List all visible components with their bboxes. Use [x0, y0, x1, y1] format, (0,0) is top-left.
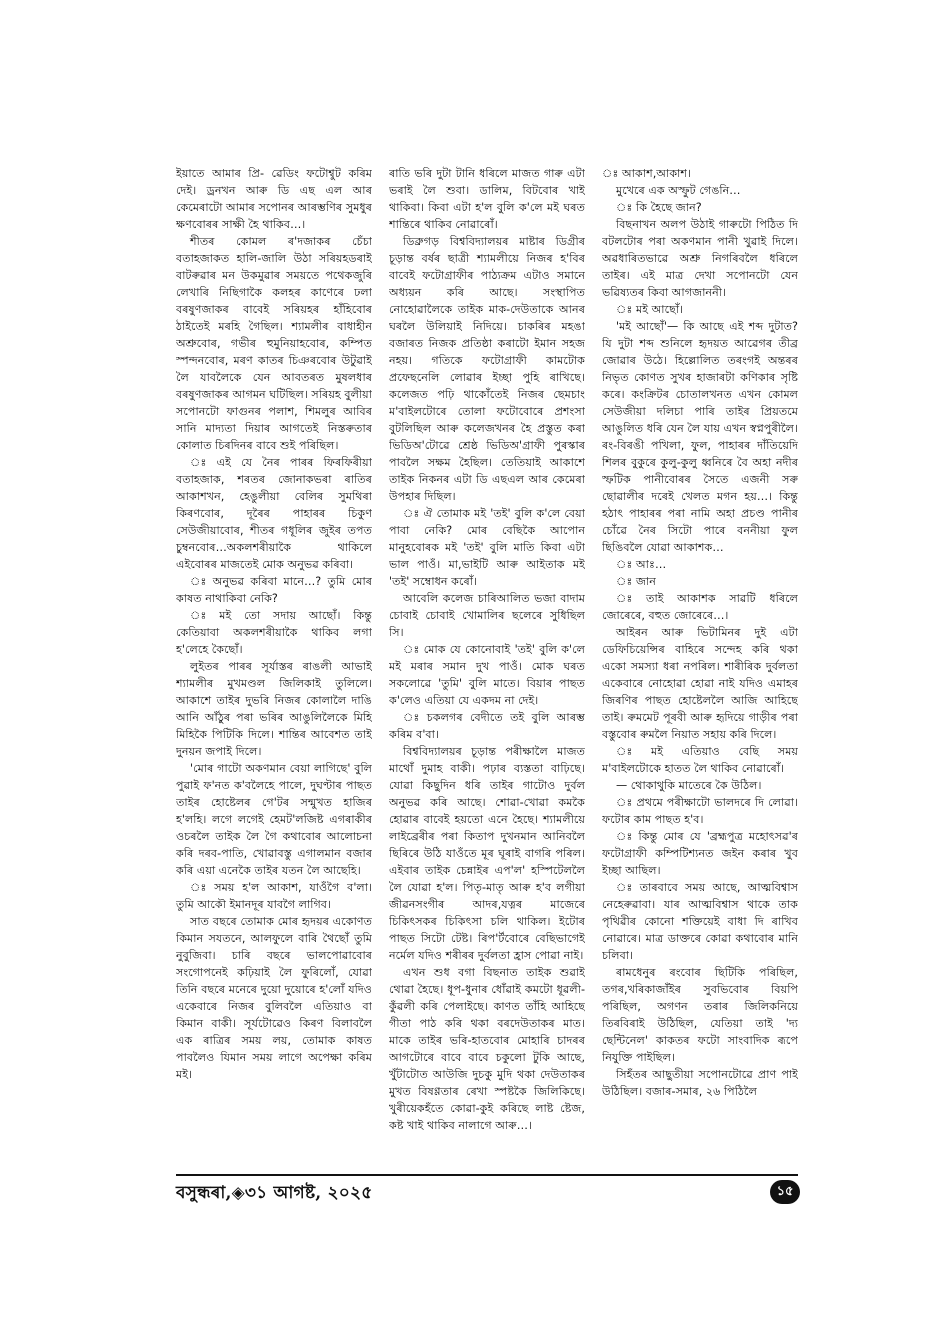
article-column-2	[389, 165, 585, 1165]
article-paragraph: ঃ সময় হ'ল আকাশ, যাওঁগৈ ব'লা। তুমি আকৌ ইমানদূৰ যাবগৈ লাগিব।	[176, 881, 372, 911]
article-paragraph: ঃ মই তো সদায় আছোঁ। কিন্তু কেতিয়াবা অকলশৰীয়াকৈ থাকিব লগা হ'লেহে কৈছোঁ।	[176, 609, 372, 656]
article-paragraph: ঃ মই এতিয়াও বেছি সময় ম'বাইলটোকে হাতত লৈ থাকিব নোৱাৰোঁ।	[602, 745, 798, 775]
article-paragraph: ঃ তাই আকাশক সাৱটি ধৰিলে জোৰেৰে, বহুত জোৰেৰে…।	[602, 592, 798, 622]
footer-magazine-date: বসুন্ধৰা,◈৩১ আগষ্ট, ২০২৫	[176, 1183, 373, 1203]
article-paragraph: ঃ আঃ…	[616, 558, 667, 571]
article-column-3	[602, 165, 798, 1165]
article-paragraph: লুইতৰ পাৰৰ সূৰ্যাস্তৰ ৰাঙলী আভাই শ্যামলীৰ মুখমণ্ডল জিলিকাই তুলিলে। আকাশে তাইৰ দুভৰি নিজৰ কোলালৈ দাঙি আনি আঁঠুৰ পৰা ভৰিৰ আঙুলিলৈকে মিহি মিহিকৈ পিটিকি দিলে। শান্তিৰ আবেশত তাই দুনয়ন জপাই দিলে।	[176, 660, 372, 758]
article-paragraph: ৰাতি ভৰি দুটা টানি ধৰিলে মাজত গাৰু এটা ভৰাই লৈ শুবা। ডালিম, বিটবোৰ খাই থাকিবা। কিবা এটা হ'ল বুলি ক'লে মই ঘৰত শান্তিৰে থাকিব নোৱাৰোঁ।	[389, 167, 585, 231]
article-paragraph: বিশ্ববিদ্যালয়ৰ চূড়ান্ত পৰীক্ষালৈ মাজত মাথোঁ দুমাহ বাকী। পঢ়াৰ ব্যস্ততা বাঢ়িছে। যোৱা কিছুদিন ধৰি তাইৰ গাটোও দুৰ্বল অনুভৱ কৰি আছে। শোৱা-খোৱা কমকৈ হোৱাৰ বাবেই হয়তো এনে হৈছে। শ্যামলীয়ে লাইব্ৰেৰীৰ পৰা কিতাপ দুখনমান আনিবলৈ ছিৰিৰে উঠি যাওঁতে মূৰ ঘূৰাই বাগৰি পৰিল। এইবাৰ তাইক চেন্নাইৰ এপ'ল' হস্পিটেললৈ লৈ যোৱা হ'ল। পিতৃ-মাতৃ আৰু হ'ব লগীয়া জীৱনসংগীৰ আদৰ,যত্নৰ মাজেৰে চিকিৎসকৰ চিকিৎসা চলি থাকিল। ইটোৰ পাছত সিটো টেষ্ট। ৰিপ'ৰ্টবোৰে বেছিভাগেই নৰ্মেল যদিও শৰীৰৰ দুৰ্বলতা হ্ৰাস পোৱা নাই।	[389, 745, 585, 962]
article-paragraph: ৰামধেনুৰ ৰংবোৰ ছিটিকি পৰিছিল, তগৰ,খৰিকাজাঁইৰ সুবভিবোৰ বিয়পি পৰিছিল, অগণন তৰাৰ জিলিকনিয়ে তিৰবিৰাই উঠিছিল, যেতিয়া তাই 'দ্য ছেন্টিনেল' কাকতৰ ফটো সাংবাদিক ৰূপে নিযুক্তি পাইছিল।	[602, 966, 798, 1064]
article-paragraph: ঃ তাৰবাবে সময় আছে, আত্মবিশ্বাস নেহেৰুৱাবা। যাৰ আত্মবিশ্বাস থাকে তাক পৃথিৱীৰ কোনো শক্তিয়েই বাধা দি ৰাখিব নোৱাৰে। মাত্ৰ ডাক্তৰে কোৱা কথাবোৰ মানি চলিবা।	[602, 881, 798, 962]
article-paragraph: ঃ জান	[616, 575, 656, 588]
article-paragraph: সাত বছৰে তোমাক মোৰ হৃদয়ৰ একোণত কিমান সযতনে, আলফুলে বাৰি থৈছোঁ তুমি নুবুজিবা। চাৰি বছৰে ভালপোৱাবোৰ সংগোপনেই কঢ়িয়াই লৈ ফুৰিলোঁ, যোৱা তিনি বছৰে মনেৰে দুয়ো দুয়োৰে হ'লোঁ যদিও একেবাৰে নিজৰ বুলিবলৈ এতিয়াও বা কিমান বাকী। সূৰ্যটোৱেও কিৰণ বিলাবলৈ এক ৰাত্ৰিৰ সময় লয়, তোমাক কাষত পাবলৈও যিমান সময় লাগে অপেক্ষা কৰিম মই।	[176, 915, 372, 1081]
article-paragraph: — থোকাথুকি মাতেৰে কৈ উঠিল।	[616, 779, 762, 792]
article-paragraph: 'মই আছোঁ'— কি আছে এই শব্দ দুটাত? যি দুটা শব্দ শুনিলে হৃদয়ত আৱেগৰ তীব্ৰ জোৱাৰ উঠে। হিল্লোলিত তৰংগই অন্তৰৰ নিভৃত কোণত সুখৰ হাজাৰটা কণিকাৰ সৃষ্টি কৰে। কংক্ৰিটৰ চোতালখনত এখন কোমল সেউজীয়া দলিচা পাৰি তাইৰ প্ৰিয়তমে আঙুলিত ধৰি যেন লৈ যায় এখন স্বপ্নপুৰীলৈ। ৰং-বিৰঙী পখিলা, ফুল, পাহাৰৰ দাঁতিয়েদি শিলৰ বুকুৰে কুলু-কুলু ধ্বনিৰে বৈ অহা নদীৰ স্ফটিক পানীবোৰৰ সৈতে এজনী সৰু ছোৱালীৰ দৰেই খেলত মগন হয়…। কিন্তু হঠাৎ পাহাৰৰ পৰা নামি অহা প্ৰচণ্ড পানীৰ চোঁৱে নৈৰ সিটো পাৰে বননীয়া ফুল ছিঙিবলৈ যোৱা আকাশক…	[602, 320, 798, 554]
article-paragraph: বিছনাখন অলপ উঠাই গাৰুটো পিঠিত দি বটলটোৰ পৰা অকণমান পানী খুৱাই দিলে। অৱধাৰিতভাৱে অশ্ৰু নিগৰিবলৈ ধৰিলে তাইৰ। এই মাত্ৰ দেখা সপোনটো যেন ভৱিষ্যতৰ কিবা আগজাননী।	[602, 218, 798, 299]
article-body	[176, 165, 798, 1165]
article-paragraph: ঃ আকাশ,আকাশ।	[602, 167, 692, 180]
article-paragraph: সিহঁতৰ আছুতীয়া সপোনটোৱে প্ৰাণ পাই উঠিছিল। বজাৰ-সমাৰ, ২৬ পিঠিলৈ	[602, 1068, 798, 1098]
article-paragraph: শীতৰ কোমল ৰ'দজাকৰ চেঁচা বতাহজাকত হালি-জালি উঠা সৰিয়হডৰাই বাটৰুৱাৰ মন উকমুৱাৰ সময়তে পথেকজুৰি লেখাৰি নিছিগাকৈ কলহৰ কাণেৰে ঢলা বৰষুণজাকৰ বাবেই সৰিয়হৰ হাঁহিবোৰ ঠাইতেই মৰহি গৈছিল। শ্যামলীৰ বাধাহীন অশ্ৰুবোৰ, গভীৰ হুমুনিয়াহবোৰ, কম্পিত স্পন্দনবোৰ, মৰণ কাতৰ চিঞৰবোৰ উটুৱাই লৈ যাবলৈকে যেন আবতৰত মুষলধাৰ বৰষুণজাকৰ আগমন ঘটিছিল। সৰিয়হ বুলীয়া সপোনটো ফাগুনৰ পলাশ, শিমলুৰ আবিৰ সানি মাদ্যতা দিয়াৰ আগতেই নিস্তৰুতাৰ কোলাত চিৰদিনৰ বাবে শুই পৰিছিল।	[176, 235, 372, 452]
article-paragraph: ঃ এই যে নৈৰ পাৰৰ ফিৰফিৰীয়া বতাহজাক, শৰতৰ জোনাকভৰা ৰাতিৰ আকাশখন, হেঙুলীয়া বেলিৰ সুমথিৰা কিৰণবোৰ, দূৰৈৰ পাহাৰৰ চিকুণ সেউজীয়াবোৰ, শীতৰ গধূলিৰ জুইৰ তপত চুম্বনবোৰ…অকলশৰীয়াকৈ থাকিলে এইবোৰৰ মাজতেই মোক অনুভৱ কৰিবা।	[176, 456, 372, 571]
article-paragraph: ঃ মই আছোঁ।	[616, 303, 684, 316]
article-paragraph: ঃ চকলগৰ বেদীতে তই বুলি আৰম্ভ কৰিম ব'বা।	[389, 711, 585, 741]
article-paragraph: ডিব্ৰুগড় বিশ্ববিদ্যালয়ৰ মাষ্টাৰ ডিগ্ৰীৰ চূড়ান্ত বৰ্ষৰ ছাত্ৰী শ্যামলীয়ে নিজৰ হ'বিৰ বাবেই ফটোগ্ৰাফীৰ পাঠ্যক্ৰম এটাও সমানে অধ্যয়ন কৰি আছে। সংস্থাপিত নোহোৱালৈকে তাইক মাক-দেউতাকে আনৰ ঘৰলৈ উলিয়াই নিদিয়ে। চাকৰিৰ মহঙা বজাৰত নিজক প্ৰতিষ্ঠা কৰাটো ইমান সহজ নহয়। গতিকে ফটোগ্ৰাফী কামটোক প্ৰফেছনেলি লোৱাৰ ইচ্ছা পুহি ৰাখিছে। কলেজত পঢ়ি থাকোঁতেই নিজৰ ছেমচাং ম'বাইলটোৰে তোলা ফটোবোৰে প্ৰশংসা বুটলিছিল আৰু কলেজখনৰ হৈ প্ৰস্তুত কৰা ভিডিঅ'টোৱে শ্ৰেষ্ঠ ভিডিঅ'গ্ৰাফী পুৰস্কাৰ পাবলৈ সক্ষম হৈছিল। তেতিয়াই আকাশে তাইক নিকনৰ এটা ডি এছএল আৰ কেমেৰা উপহাৰ দিছিল।	[389, 235, 585, 503]
article-paragraph: ঃ মোক যে কোনোবাই 'তই' বুলি ক'লে মই মৰাৰ সমান দুখ পাওঁ। মোক ঘৰত সকলোৱে 'তুমি' বুলি মাতে। বিয়াৰ পাছত ক'লেও এতিয়া যে একদম না দেই।	[389, 643, 585, 707]
article-paragraph: 'মোৰ গাটো অকণমান বেয়া লাগিছে' বুলি পুৱাই ফ'নত ক'বলৈহে পালে, দুঘণ্টাৰ পাছত তাইৰ হোষ্টেলৰ গে'টৰ সন্মুখত হাজিৰ হ'লহি। লগে লগেই হেমট'লজিষ্ট এগৰাকীৰ ওচৰলৈ তাইক লৈ গৈ কথাবোৰ আলোচনা কৰি দৰব-পাতি, খোৱাবস্তু এগালমান বজাৰ কৰি এয়া এনেকৈ তাইৰ যতন লৈ আছেহি।	[176, 762, 372, 877]
article-paragraph: ঃ কিন্তু মোৰ যে 'ব্ৰহ্মপুত্ৰ মহোৎসৱ'ৰ ফটোগ্ৰাফী কম্পিটিশ্যনত জইন কৰাৰ খুব ইচ্ছা আছিল।	[602, 830, 798, 877]
article-paragraph: ইয়াতে আমাৰ প্ৰি- ৱেডিং ফটোশ্বুট কৰিম দেই। ড্ৰনখন আৰু ডি এছ এল আৰ কেমেৰাটো আমাৰ সপোনৰ আৰম্ভণিৰ সুমধুৰ ক্ষণবোৰৰ সাক্ষী হৈ থাকিব…।	[176, 167, 372, 231]
article-paragraph: আবেলি কলেজ চাৰিআলিত ভজা বাদাম চোবাই চোবাই খোমালিৰ ছলেৰে সুধিছিল সি।	[389, 592, 585, 639]
article-paragraph: ঃ অনুভৱ কৰিবা মানে…? তুমি মোৰ কাষত নাথাকিবা নেকি?	[176, 575, 372, 605]
article-paragraph: ঃ ঐ তোমাক মই 'তই' বুলি ক'লে বেয়া পাবা নেকি? মোৰ বেছিকৈ আপোন মানুহবোৰক মই 'তই' বুলি মাতি কিবা এটা ভাল পাওঁ। মা,ভাইটি আৰু আইতাক মই 'তই' সম্বোধন কৰোঁ।	[389, 507, 585, 588]
article-paragraph: এখন শুধ বগা বিছনাত তাইক শুৱাই থোৱা হৈছে। ধূপ-ধুনাৰ ধোঁৱাই কমটো ধূৱলী-কুঁৱলী কৰি পেলাইছে। কাণত তাঁহি আহিছে গীতা পাঠ কৰি থকা বৰদেউতাকৰ মাত। মাকে তাইৰ ভৰি-হাতবোৰ মোহাৰি চাদৰৰ আগটোৰে বাবে বাবে চকুলো টুকি আছে, খুঁটাটোত আউজি দুচকু মুদি থকা দেউতাকৰ মুখত বিষণ্ণতাৰ ৰেখা স্পষ্টকৈ জিলিকিছে। খুৰীয়েকহঁতে কোৱা-কুই কৰিছে লাষ্ট ষ্টেজ, কষ্ট খাই থাকিব নালাগে আৰু…।	[389, 966, 585, 1132]
page-number-badge: ১৫	[770, 1180, 800, 1204]
article-paragraph: মুখেৰে এক অস্ফুট গেঙনি…	[616, 184, 741, 197]
article-column-1	[176, 165, 372, 1165]
article-paragraph: আইৰন আৰু ভিটামিনৰ দুই এটা ডেফিচিয়েন্সিৰ বাহিৰে সন্দেহ কৰি থকা একো সমস্যা ধৰা নপৰিল। শাৰীৰিক দুৰ্বলতা একেবাৰে নোহোৱা হোৱা নাই যদিও এমাহৰ জিৰণিৰ পাছত হোষ্টেললৈ আজি আহিছে তাই। ৰুমমেট পূৰবী আৰু হৃদিয়ে গাড়ীৰ পৰা বস্তুবোৰ ৰুমলৈ নিয়াত সহায় কৰি দিলে।	[602, 626, 798, 741]
article-paragraph: ঃ কি হৈছে জান?	[616, 201, 702, 214]
footer-divider	[176, 1174, 798, 1176]
article-paragraph: ঃ প্ৰথমে পৰীক্ষাটো ভালদৰে দি লোৱা। ফটোৰ কাম পাছত হ'ব।	[602, 796, 798, 826]
